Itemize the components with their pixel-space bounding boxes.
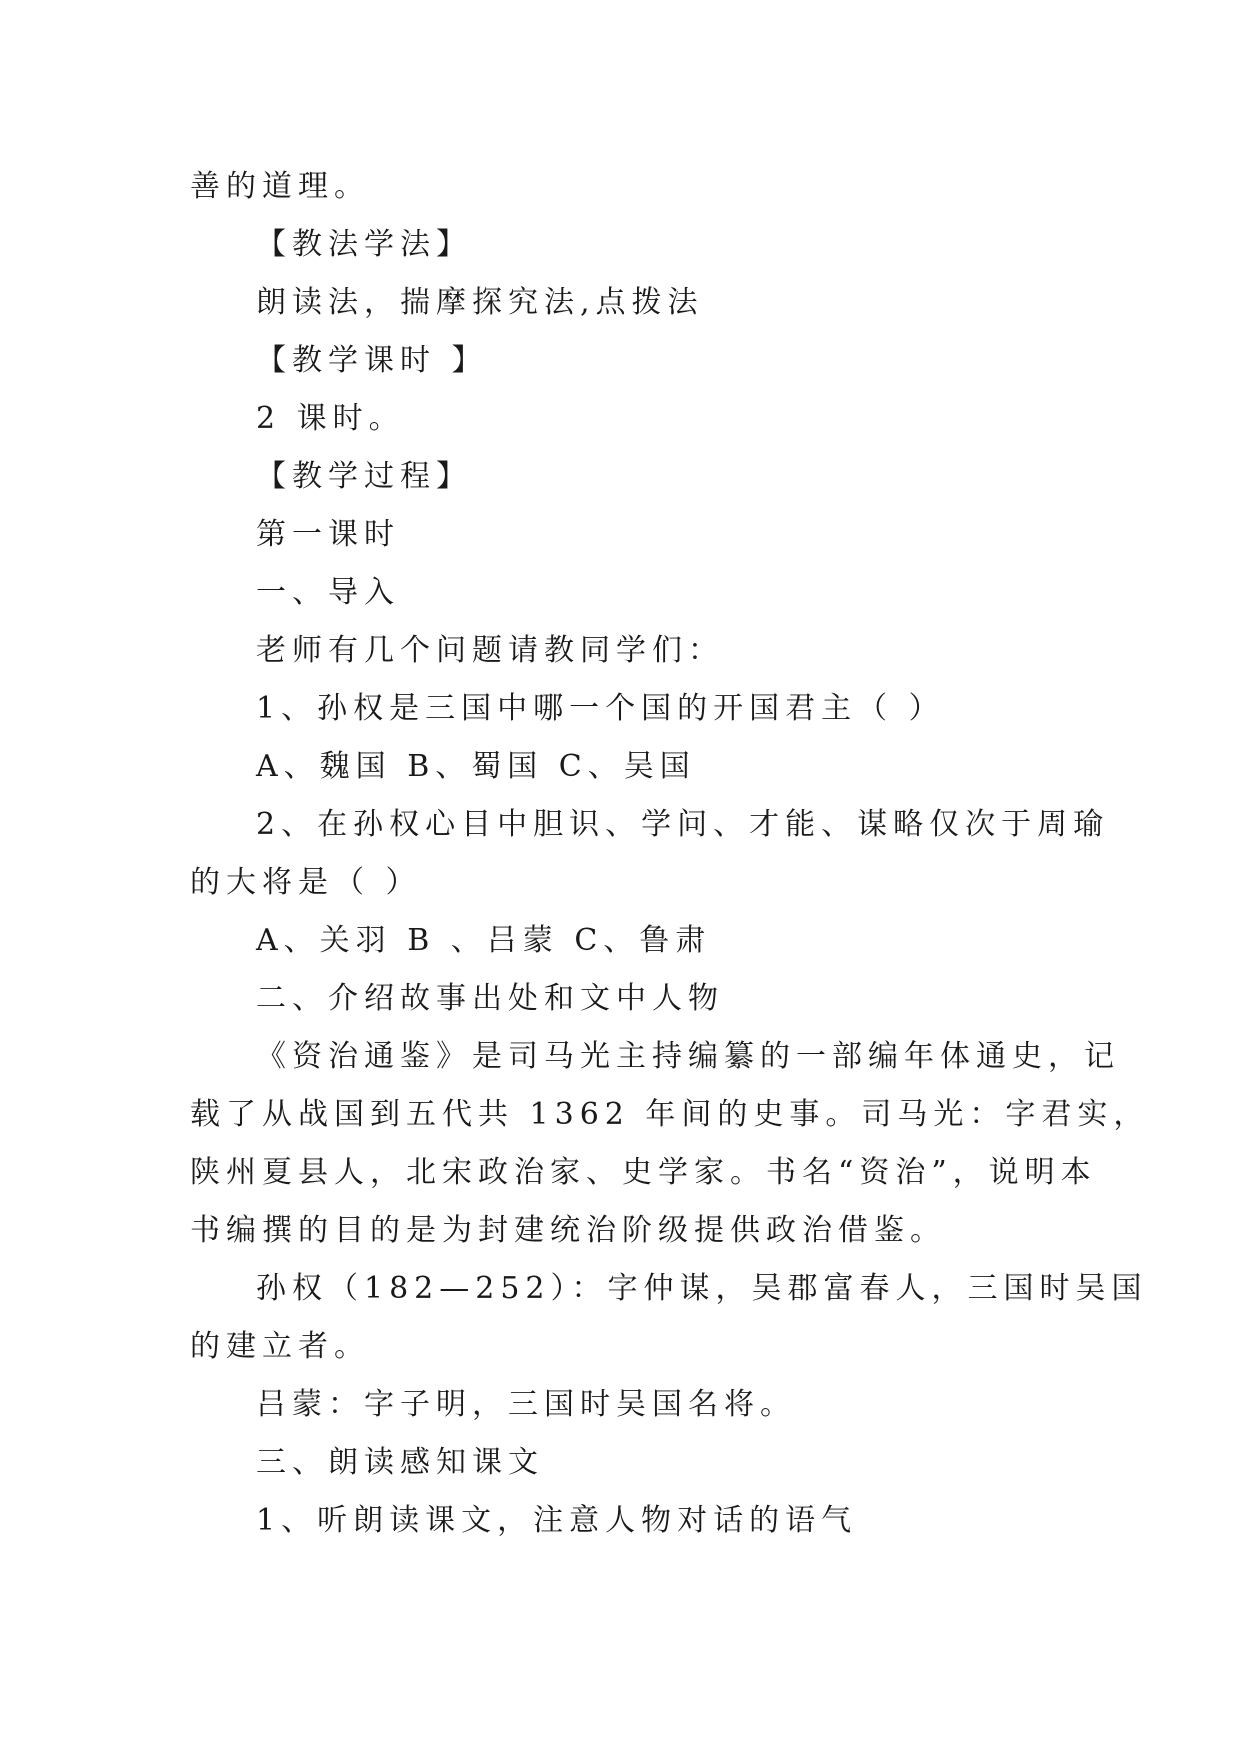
paragraph-line: 老师有几个问题请教同学们：	[256, 633, 724, 668]
document-body	[190, 158, 1150, 1550]
paragraph-line: 吕蒙：字子明，三国时吴国名将。	[256, 1387, 796, 1422]
section-heading-teaching-methods: 【教法学法】	[256, 227, 472, 262]
subsection-heading: 三、朗读感知课文	[256, 1445, 544, 1480]
subsection-heading: 二、介绍故事出处和文中人物	[256, 981, 724, 1016]
answer-options: A、关羽 B 、吕蒙 C、鲁肃	[256, 923, 712, 958]
paragraph-line: 孙权（182—252）：字仲谋，吴郡富春人，三国时吴国	[256, 1271, 1148, 1306]
paragraph-line: 朗读法，揣摩探究法,点拨法	[256, 285, 704, 320]
paragraph-line: 《资治通鉴》是司马光主持编纂的一部编年体通史，记	[256, 1039, 1120, 1074]
paragraph-line: 2 课时。	[256, 401, 405, 436]
paragraph-line: 的建立者。	[190, 1329, 370, 1364]
question-line: 2、在孙权心目中胆识、学问、才能、谋略仅次于周瑜	[256, 807, 1110, 842]
paragraph-line: 1、听朗读课文，注意人物对话的语气	[256, 1503, 858, 1538]
paragraph-line: 善的道理。	[190, 169, 370, 204]
paragraph-line: 书编撰的目的是为封建统治阶级提供政治借鉴。	[190, 1213, 946, 1248]
answer-options: A、魏国 B、蜀国 C、吴国	[256, 749, 696, 784]
subsection-heading: 一、导入	[256, 575, 400, 610]
question-line: 1、孙权是三国中哪一个国的开国君主（ ）	[256, 691, 945, 726]
lesson-title: 第一课时	[256, 517, 400, 552]
section-heading-teaching-process: 【教学过程】	[256, 459, 472, 494]
section-heading-class-hours: 【教学课时 】	[256, 343, 488, 378]
paragraph-line: 载了从战国到五代共 1362 年间的史事。司马光：字君实，	[190, 1097, 1150, 1132]
question-line-continued: 的大将是（ ）	[190, 865, 422, 900]
paragraph-line: 陕州夏县人，北宋政治家、史学家。书名“资治”，说明本	[190, 1155, 1097, 1190]
